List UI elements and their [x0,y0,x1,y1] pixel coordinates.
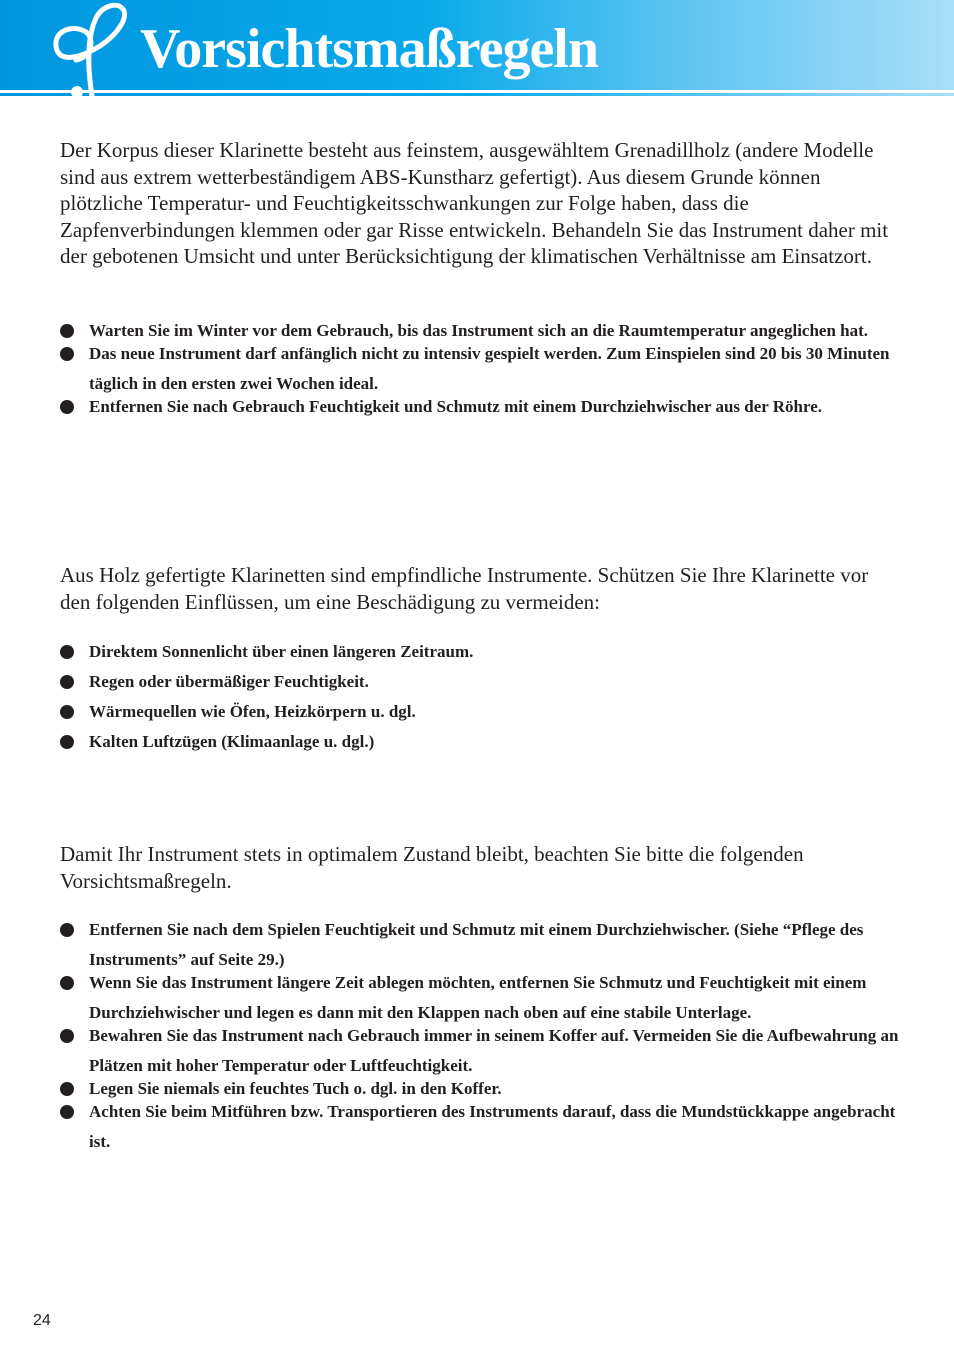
bullet-dot-icon [60,347,74,361]
header-rule [0,93,954,96]
list-item-text: Entfernen Sie nach dem Spielen Feuchtigkeit und Schmutz mit einem Durchziehwischer. (Siehe “Pflege des Instruments” auf Seite 29.) [89,920,864,969]
list-item-text: Wenn Sie das Instrument längere Zeit ablegen möchten, entfernen Sie Schmutz und Feuchtigkeit mit einem Durchziehwischer und legen es dann mit den Klappen nach oben auf eine stabile Unterlage. [89,973,867,1022]
list-item-text: Kalten Luftzügen (Klimaanlage u. dgl.) [89,732,375,751]
list-item [60,339,910,399]
list-item-text: Wärmequellen wie Öfen, Heizkörpern u. dgl. [89,702,416,721]
section1-paragraph: Der Korpus dieser Klarinette besteht aus feinstem, ausgewähltem Grenadillholz (andere Modelle sind aus extrem wetterbeständigem ABS-Kunstharz gefertigt). Aus diesem Grunde können plötzliche Temperatur- und Feuchtigkeitsschwankungen zur Folge haben, dass die Zapfenverbindungen klemmen oder gar Risse entwickeln. Behandeln Sie das Instrument daher mit der gebotenen Umsicht und unter Berücksichtigung der klimatischen Verhältnisse am Einsatzort. [60,138,889,268]
list-item-text: Regen oder übermäßiger Feuchtigkeit. [89,672,369,691]
list-item [60,727,910,757]
list-item [60,1097,910,1157]
bullet-dot-icon [60,735,74,749]
section3-paragraph: Damit Ihr Instrument stets in optimalem Zustand bleibt, beachten Sie bitte die folgenden Vorsichtsmaßregeln. [60,842,804,893]
bullet-dot-icon [60,324,74,338]
list-item-text: Legen Sie niemals ein feuchtes Tuch o. dgl. in den Koffer. [89,1079,502,1098]
page-number: 24 [33,1312,51,1329]
bullet-dot-icon [60,675,74,689]
treble-clef-icon [30,0,140,100]
list-item [60,637,910,667]
section2-paragraph: Aus Holz gefertigte Klarinetten sind empfindliche Instrumente. Schützen Sie Ihre Klarinette vor den folgenden Einflüssen, um eine Beschädigung zu vermeiden: [60,563,869,614]
list-item-text: Achten Sie beim Mitführen bzw. Transportieren des Instruments darauf, dass die Mundstückkappe angebracht ist. [89,1102,896,1151]
section3-bullet-list [60,915,910,1150]
bullet-dot-icon [60,923,74,937]
bullet-dot-icon [60,645,74,659]
list-item [60,392,910,422]
list-item [60,697,910,727]
list-item [60,1021,910,1081]
list-item-text: Warten Sie im Winter vor dem Gebrauch, bis das Instrument sich an die Raumtemperatur angeglichen hat. [89,321,869,340]
list-item-text: Direktem Sonnenlicht über einen längeren Zeitraum. [89,642,474,661]
section1-bullet-list [60,316,910,415]
bullet-dot-icon [60,705,74,719]
bullet-dot-icon [60,400,74,414]
list-item [60,667,910,697]
bullet-dot-icon [60,1082,74,1096]
list-item [60,915,910,975]
bullet-dot-icon [60,1029,74,1043]
bullet-dot-icon [60,976,74,990]
list-item-text: Das neue Instrument darf anfänglich nicht zu intensiv gespielt werden. Zum Einspielen sind 20 bis 30 Minuten täglich in den ersten zwei Wochen ideal. [89,344,890,393]
list-item [60,968,910,1028]
page-title: Vorsichtsmaßregeln [140,18,598,80]
section2-bullet-list [60,637,910,757]
bullet-dot-icon [60,1105,74,1119]
list-item-text: Entfernen Sie nach Gebrauch Feuchtigkeit und Schmutz mit einem Durchziehwischer aus der Röhre. [89,397,823,416]
list-item-text: Bewahren Sie das Instrument nach Gebrauch immer in seinem Koffer auf. Vermeiden Sie die Aufbewahrung an Plätzen mit hoher Temperatur oder Luftfeuchtigkeit. [89,1026,899,1075]
